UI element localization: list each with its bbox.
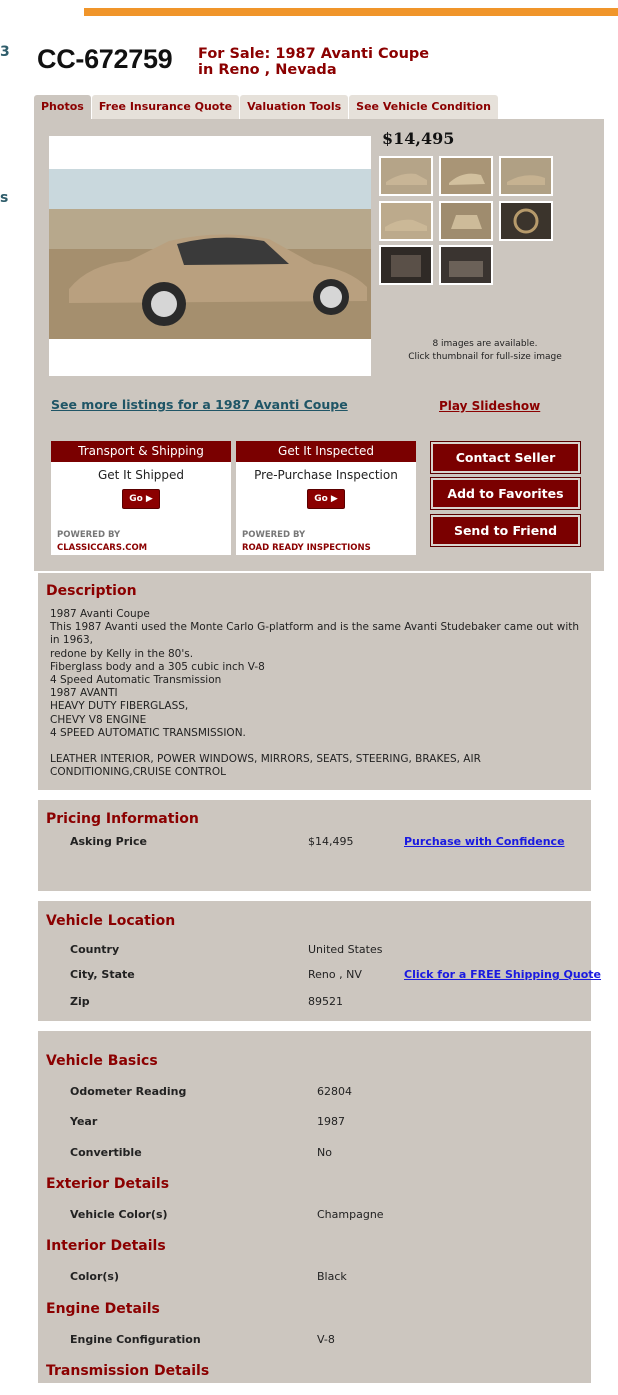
thumbnail[interactable] (499, 201, 553, 241)
country-value: United States (308, 943, 383, 956)
thumbnail[interactable] (439, 201, 493, 241)
description-line (50, 740, 580, 753)
tab-see-vehicle-condition[interactable]: See Vehicle Condition (349, 95, 498, 119)
provider-name[interactable]: CLASSICCARS.COM (57, 543, 148, 553)
service-text: Pre-Purchase Inspection (254, 468, 398, 482)
description-line: redone by Kelly in the 80's. (50, 647, 194, 660)
exterior-details-title: Exterior Details (46, 1176, 170, 1192)
vehicle-location-section (38, 901, 602, 1021)
service-text: Get It Shipped (97, 468, 185, 482)
description-line: 1987 Avanti Coupe (50, 608, 150, 620)
gallery-price: $14,495 (382, 129, 455, 148)
thumbnail[interactable] (379, 201, 433, 241)
description-line: 4 Speed Automatic Transmission (50, 674, 222, 687)
thumbnail[interactable] (439, 156, 493, 196)
description-text (50, 608, 580, 780)
year-value: 1987 (317, 1115, 345, 1128)
transport-shipping-box (51, 441, 231, 555)
powered-by (242, 529, 371, 555)
city-state-value: Reno , NV (308, 968, 362, 981)
asking-price-value: $14,495 (308, 835, 354, 848)
powered-by (57, 529, 147, 555)
vehicle-basics-title: Vehicle Basics (46, 1053, 158, 1069)
image-count-text: 8 images are available. (432, 339, 538, 349)
photos-panel (34, 119, 604, 571)
description-line: CHEVY V8 ENGINE (50, 713, 147, 726)
year-label: Year (70, 1115, 98, 1128)
zip-label: Zip (70, 995, 90, 1008)
service-header: Transport & Shipping (51, 441, 231, 462)
listing-title-line1: For Sale: 1987 Avanti Coupe (198, 46, 430, 62)
tab-valuation-tools[interactable]: Valuation Tools (240, 95, 348, 119)
image-count-note (379, 338, 591, 364)
thumbnail[interactable] (499, 156, 553, 196)
asking-price-label: Asking Price (70, 835, 147, 848)
main-car-photo[interactable] (49, 136, 371, 376)
engine-configuration-value: V-8 (317, 1333, 335, 1346)
vehicle-basics-section (38, 1031, 591, 1383)
free-shipping-quote-link[interactable]: Click for a FREE Shipping Quote (404, 968, 602, 981)
left-edge-fragment: 3 (0, 44, 10, 60)
go-button[interactable]: Go ▶ (122, 489, 160, 509)
powered-by-label: POWERED BY (57, 530, 121, 540)
description-section (38, 573, 591, 790)
country-label: Country (70, 943, 120, 956)
tab-photos[interactable]: Photos (34, 95, 91, 119)
send-to-friend-button[interactable]: Send to Friend (431, 515, 580, 546)
thumbnail[interactable] (379, 245, 433, 285)
city-state-label: City, State (70, 968, 135, 981)
description-line: Fiberglass body and a 305 cubic inch V-8 (50, 660, 265, 673)
powered-by-label: POWERED BY (242, 530, 306, 540)
go-button[interactable]: Go ▶ (307, 489, 345, 509)
zip-value: 89521 (308, 995, 343, 1008)
description-line: LEATHER INTERIOR, POWER WINDOWS, MIRRORS, SEATS, STEERING, BRAKES, AIR (50, 753, 481, 766)
description-line: 1987 AVANTI (50, 687, 118, 700)
listing-title-line2: in Reno , Nevada (198, 62, 337, 78)
odometer-label: Odometer Reading (70, 1085, 187, 1098)
inspection-box (236, 441, 416, 555)
thumbnail-hint-text: Click thumbnail for full-size image (408, 352, 562, 362)
description-line: This 1987 Avanti used the Monte Carlo G-platform and is the same Avanti Studebaker came out with in 1963, (50, 621, 580, 647)
more-listings-link[interactable]: See more listings for a 1987 Avanti Coupe (51, 397, 348, 412)
car-photo-image (49, 169, 371, 339)
vehicle-color-label: Vehicle Color(s) (70, 1208, 168, 1221)
pricing-title: Pricing Information (46, 811, 199, 827)
engine-configuration-label: Engine Configuration (70, 1333, 201, 1346)
interior-color-value: Black (317, 1270, 347, 1283)
convertible-label: Convertible (70, 1146, 142, 1159)
service-header: Get It Inspected (236, 441, 416, 462)
thumbnail[interactable] (379, 156, 433, 196)
interior-details-title: Interior Details (46, 1238, 166, 1254)
description-title: Description (46, 583, 137, 599)
play-slideshow-link[interactable]: Play Slideshow (439, 399, 541, 413)
description-line: HEAVY DUTY FIBERGLASS, (50, 700, 189, 713)
listing-id: CC-672759 (37, 44, 173, 74)
vehicle-color-value: Champagne (317, 1208, 384, 1221)
top-orange-bar (84, 8, 618, 16)
add-to-favorites-button[interactable]: Add to Favorites (431, 478, 580, 509)
pricing-section (38, 800, 591, 891)
transmission-details-title: Transmission Details (46, 1363, 210, 1379)
description-line: CONDITIONING,CRUISE CONTROL (50, 766, 227, 779)
contact-seller-button[interactable]: Contact Seller (431, 442, 580, 473)
purchase-with-confidence-link[interactable]: Purchase with Confidence (404, 835, 565, 848)
description-line: 4 SPEED AUTOMATIC TRANSMISSION. (50, 726, 246, 739)
provider-name[interactable]: ROAD READY INSPECTIONS (242, 543, 371, 553)
thumbnail[interactable] (439, 245, 493, 285)
tab-free-insurance-quote[interactable]: Free Insurance Quote (92, 95, 239, 119)
vehicle-location-title: Vehicle Location (46, 913, 176, 929)
interior-color-label: Color(s) (70, 1270, 119, 1283)
left-edge-fragment: s (0, 190, 9, 206)
odometer-value: 62804 (317, 1085, 352, 1098)
engine-details-title: Engine Details (46, 1301, 160, 1317)
listing-title (198, 46, 429, 78)
listing-tabs (34, 95, 499, 119)
convertible-value: No (317, 1146, 332, 1159)
